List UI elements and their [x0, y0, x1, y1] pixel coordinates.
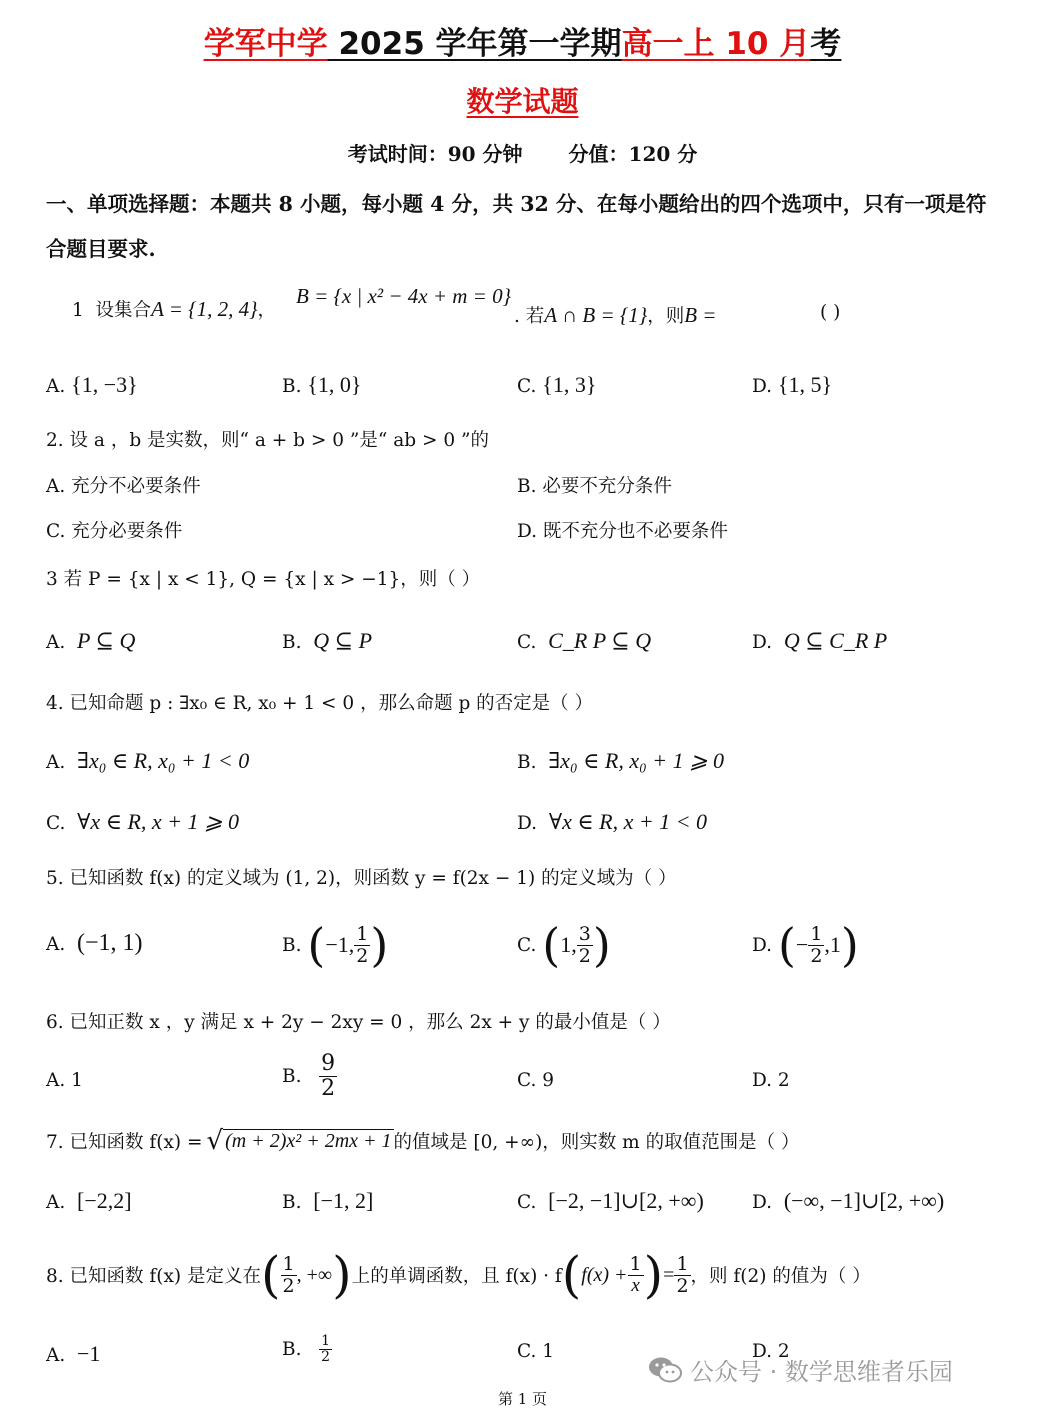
- question-1: 1 设集合A = {1, 2, 4}，: [72, 297, 276, 321]
- q4-option-d: D. ∀x ∈ R, x + 1 < 0: [517, 809, 708, 834]
- answer-paren: ( ): [820, 302, 841, 323]
- q3-option-a: A. P ⊆ Q: [46, 628, 136, 653]
- question-2: 2. 设 a ，b 是实数，则“ a + b > 0 ”是“ ab > 0 ”的: [46, 430, 489, 451]
- q8-option-c: C. 1: [517, 1341, 555, 1362]
- q5-option-c: C. ( 1, $\frac{3}{2}$ ): [517, 918, 611, 972]
- page-number: 第 1 页: [497, 1390, 548, 1408]
- q5-option-a: A. (−1, 1): [46, 930, 143, 956]
- q1-option-d: D. {1, 5}: [752, 372, 833, 397]
- q2-option-a: A. 充分不必要条件: [46, 476, 201, 497]
- q8-option-a: A. −1: [46, 1341, 101, 1366]
- question-1-cond: . 若A ∩ B = {1}，则B =: [514, 303, 717, 327]
- exam-time: 考试时间：90 分钟: [347, 142, 523, 166]
- exam-score: 分值：120 分: [568, 142, 698, 166]
- wechat-icon: [648, 1356, 682, 1384]
- q6-option-a: A. 1: [46, 1070, 83, 1091]
- q5-option-b: B. ( −1, $\frac{1}{2}$ ): [282, 918, 389, 972]
- q4-option-b: B. ∃x₀ ∈ R, x₀ + 1 ⩾ 0: [517, 748, 725, 773]
- q3-option-b: B. Q ⊆ P: [282, 628, 373, 653]
- q7-option-a: A. [−2,2]: [46, 1188, 132, 1213]
- q1-option-a: A. {1, −3}: [46, 372, 138, 397]
- q7-option-c: C. [−2, −1]∪[2, +∞): [517, 1188, 704, 1213]
- page-title: 学军中学 2025 学年第一学期高一上 10 月考: [203, 26, 842, 62]
- q5-option-d: D. ( − $\frac{1}{2}$ ,1 ): [752, 918, 859, 972]
- q8-option-b: B. $\frac{1}{2}$: [282, 1333, 331, 1366]
- question-3: 3 若 P = {x | x < 1}, Q = {x | x > −1}，则（ ）: [46, 569, 481, 590]
- q2-option-d: D. 既不充分也不必要条件: [517, 521, 728, 542]
- q2-option-c: C. 充分必要条件: [46, 521, 183, 542]
- question-4: 4. 已知命题 p : ∃x₀ ∈ R, x₀ + 1 < 0 ，那么命题 p 的否定是（ ）: [46, 693, 594, 714]
- watermark: [648, 1352, 953, 1387]
- q7-option-b: B. [−1, 2]: [282, 1188, 374, 1213]
- q3-option-c: C. C_R P ⊆ Q: [517, 628, 652, 653]
- question-5: 5. 已知函数 f(x) 的定义域为 (1, 2)，则函数 y = f(2x − 1) 的定义域为（ ）: [46, 868, 677, 889]
- q6-option-c: C. 9: [517, 1070, 555, 1091]
- q8-option-d: D. 2: [752, 1341, 790, 1362]
- q1-option-b: B. {1, 0}: [282, 372, 362, 397]
- question-6: 6. 已知正数 x ，y 满足 x + 2y − 2xy = 0 ，那么 2x + y 的最小值是（ ）: [46, 1012, 671, 1033]
- subject-title: 数学试题: [466, 85, 579, 118]
- q6-option-b: B. $\frac{9}{2}$: [282, 1051, 336, 1102]
- q4-option-a: A. ∃x₀ ∈ R, x₀ + 1 < 0: [46, 748, 250, 773]
- q7-option-d: D. (−∞, −1]∪[2, +∞): [752, 1188, 945, 1213]
- exam-info: [0, 138, 1045, 167]
- watermark-text: 公众号 · 数学思维者乐园: [690, 1358, 953, 1386]
- q2-option-b: B. 必要不充分条件: [517, 476, 672, 497]
- question-7: 7. 已知函数 f(x) = √ (m + 2)x² + 2mx + 1 的值域是 [0, +∞)，则实数 m 的取值范围是（ ）: [46, 1126, 800, 1156]
- question-8: 8. 已知函数 f(x) 是定义在 ( $\frac{1}{2}$ , +∞ ) 上的单调函数，且 f(x) · f ( f(x) + $\frac{1}{x}$ ) = $\frac{1}{2}$ ，则 f(2) 的值为（ ）: [46, 1246, 871, 1304]
- q6-option-d: D. 2: [752, 1070, 790, 1091]
- q3-option-d: D. Q ⊆ C_R P: [752, 628, 888, 653]
- question-1-setB: B = {x | x² − 4x + m = 0}: [296, 284, 512, 308]
- section-heading: 一、单项选择题：本题共 8 小题，每小题 4 分，共 32 分、在每小题给出的四个选项中，只有一项是符合题目要求.: [46, 192, 987, 261]
- q1-option-c: C. {1, 3}: [517, 372, 597, 397]
- q4-option-c: C. ∀x ∈ R, x + 1 ⩾ 0: [46, 809, 239, 834]
